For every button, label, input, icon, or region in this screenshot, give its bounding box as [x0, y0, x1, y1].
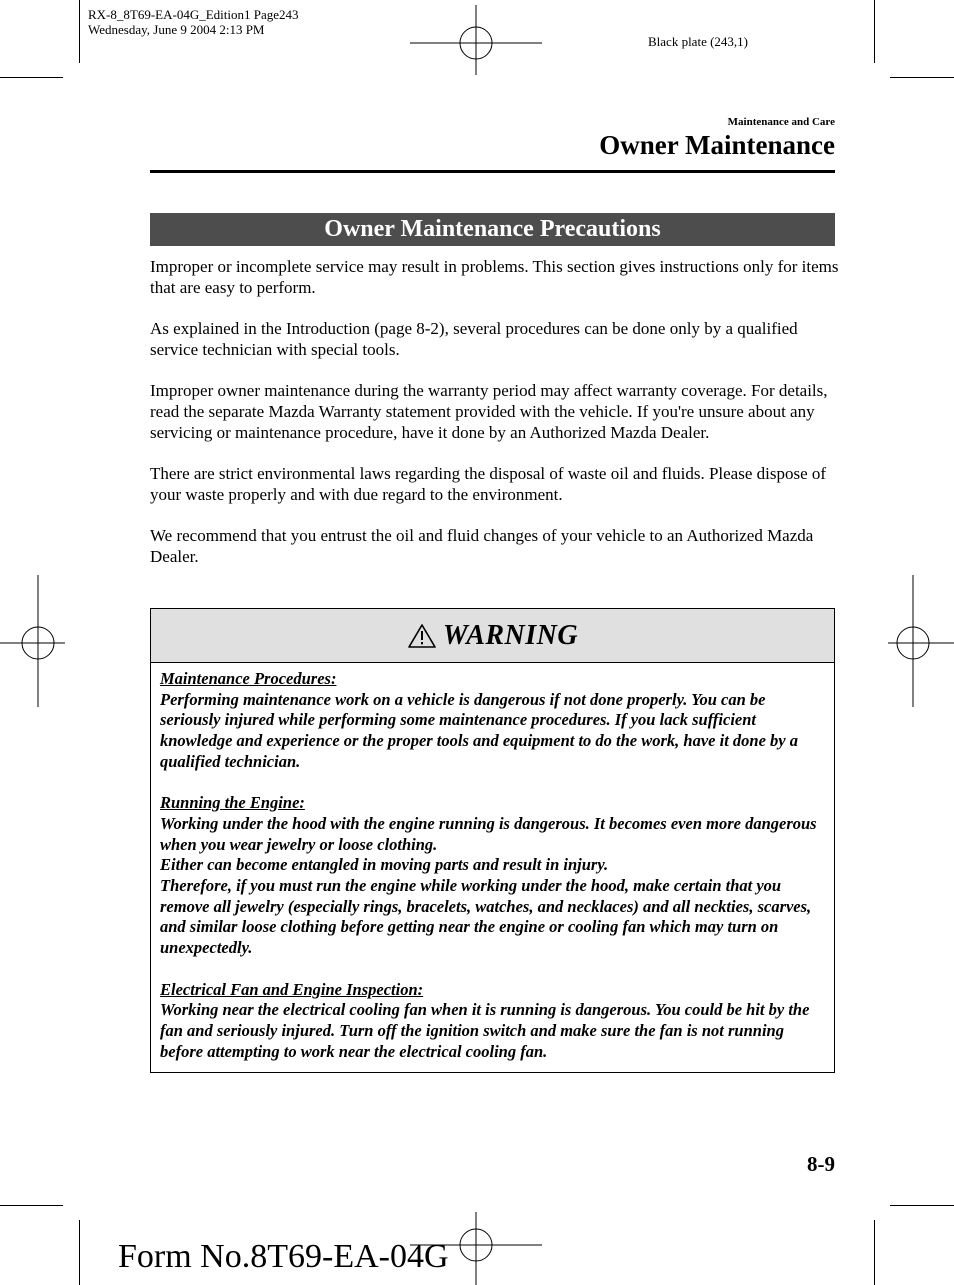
warning-body: [151, 663, 834, 1062]
title-rule: [150, 170, 835, 173]
crop-mark: [874, 1220, 875, 1285]
warning-section-heading: Electrical Fan and Engine Inspection:: [160, 979, 424, 999]
body-text: [150, 256, 840, 587]
section-banner: Owner Maintenance Precautions: [150, 213, 835, 246]
warning-section-heading: Maintenance Procedures:: [160, 669, 337, 688]
warning-text: Performing maintenance work on a vehicle is dangerous if not done properly. You can be seriously injured while performing some maintenance procedures. If you lack sufficient knowledge and experience or the proper tools and equipment to do the work, have it done by a qualified technician.: [160, 689, 798, 771]
registration-mark: [888, 575, 954, 707]
paragraph: Improper or incomplete service may result in problems. This section gives instructions only for items that are easy to perform.: [150, 257, 839, 297]
warning-text: Either can become entangled in moving parts and result in injury.: [160, 855, 609, 875]
warning-triangle-icon: [407, 623, 437, 649]
form-number: Form No.8T69-EA-04G: [118, 1238, 449, 1275]
warning-text: Working under the hood with the engine running is dangerous. It becomes even more dangerous when you wear jewelry or loose clothing.: [160, 813, 817, 854]
crop-mark: [0, 1205, 63, 1206]
page-title: Owner Maintenance: [599, 130, 835, 160]
warning-section: [160, 980, 826, 1063]
page-number: 8-9: [807, 1152, 835, 1176]
warning-section: [160, 669, 826, 773]
paragraph: As explained in the Introduction (page 8-2), several procedures can be done only by a qualified service technician with special tools.: [150, 319, 798, 359]
crop-mark: [0, 77, 63, 78]
registration-mark: [0, 575, 65, 707]
section-label: Maintenance and Care: [727, 116, 835, 128]
warning-box: [150, 608, 835, 1073]
warning-text: Working near the electrical cooling fan when it is running is dangerous. You could be hit by the fan and seriously injured. Turn off the ignition switch and make sure the fan is not running before attempting to work near the electrical cooling fan.: [160, 1000, 810, 1061]
paragraph: We recommend that you entrust the oil and fluid changes of your vehicle to an Authorized Mazda Dealer.: [150, 526, 814, 566]
paragraph: Improper owner maintenance during the warranty period may affect warranty coverage. For details, read the separate Mazda Warranty statement provided with the vehicle. If you're unsure about any servicing or maintenance procedure, have it done by an Authorized Mazda Dealer.: [150, 381, 828, 442]
crop-mark: [874, 0, 875, 63]
crop-mark: [890, 1205, 954, 1206]
registration-mark: [410, 5, 542, 75]
print-info-line: Wednesday, June 9 2004 2:13 PM: [88, 22, 265, 37]
warning-section-heading: Running the Engine:: [160, 793, 305, 813]
crop-mark: [890, 77, 954, 78]
print-info-line: RX-8_8T69-EA-04G_Edition1 Page243: [88, 7, 299, 22]
warning-header: [151, 609, 834, 663]
crop-mark: [79, 1220, 80, 1285]
paragraph: There are strict environmental laws regarding the disposal of waste oil and fluids. Please dispose of your waste properly and with due regard to the environment.: [150, 464, 827, 504]
print-info: [88, 7, 299, 37]
plate-label: Black plate (243,1): [648, 34, 748, 49]
crop-mark: [79, 0, 80, 63]
warning-section: [160, 793, 826, 959]
warning-text: Therefore, if you must run the engine while working under the hood, make certain that you remove all jewelry (especially rings, bracelets, watches, and necklaces) and all neckties, scarves, and similar loose clothing before getting near the engine or cooling fan which may turn on unexpectedly.: [160, 876, 812, 958]
warning-title: WARNING: [442, 619, 579, 651]
